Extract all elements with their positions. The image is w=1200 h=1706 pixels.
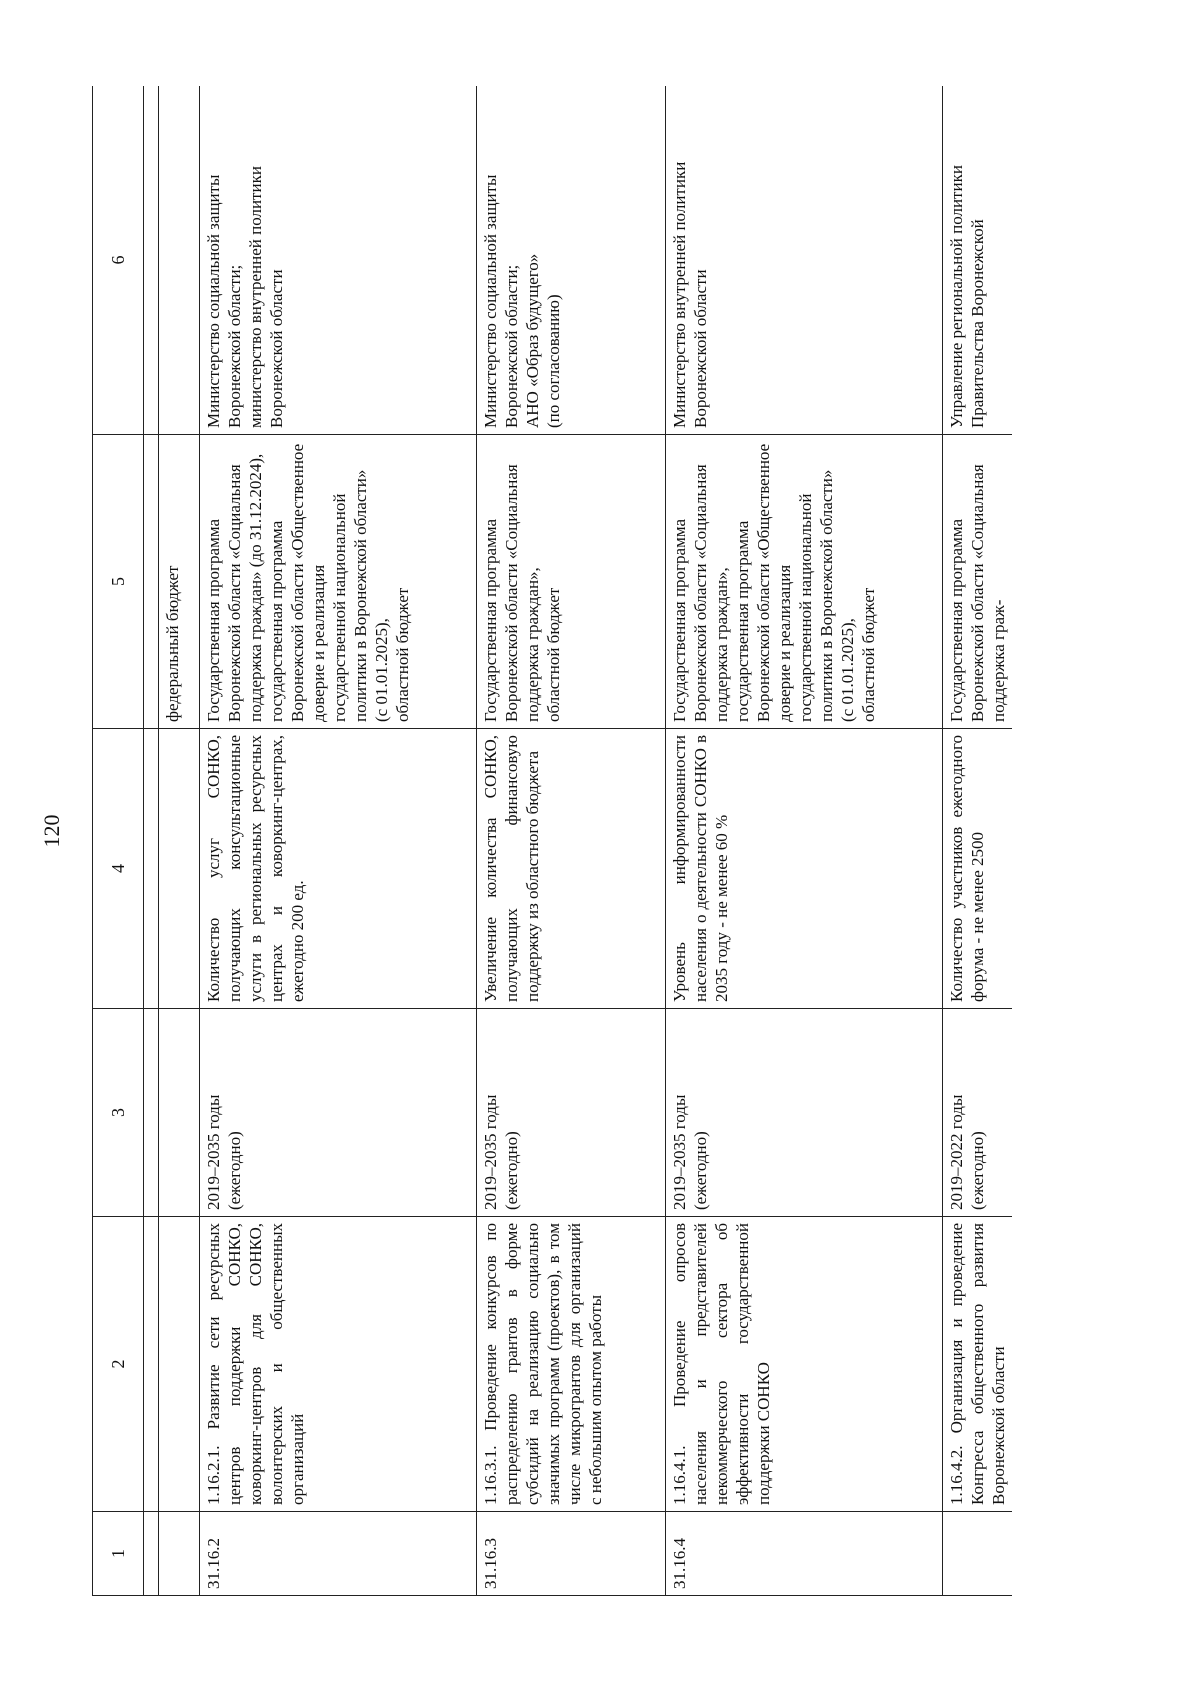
page-number: 120	[39, 814, 64, 848]
header-col-5: 5	[93, 435, 144, 729]
funding-cell: Государственная программа Воронежской области «Социальная поддержка граждан» (до 31.12.2024), государственная программа Воронежской области «Общественное доверие и реализация государственной национальной политики в Воронежской области» (с 01.01.2025), областной бюджет	[200, 435, 477, 729]
table-row	[943, 86, 1013, 1596]
carryover-funding-cell: федеральный бюджет	[159, 435, 200, 729]
table-row	[200, 86, 477, 1596]
period-cell: 2019–2022 годы (ежегодно)	[943, 1009, 1013, 1217]
measures-table	[92, 86, 1012, 1596]
period-cell: 2019–2035 годы (ежегодно)	[666, 1009, 943, 1217]
table-row	[477, 86, 666, 1596]
row-number: 31.16.4	[666, 1512, 943, 1596]
rotated-table-container	[92, 86, 1104, 1596]
row-number: 31.16.3	[477, 1512, 666, 1596]
carryover-row	[159, 86, 200, 1596]
rotated-page-area	[92, 86, 1104, 1596]
measure-cell: 1.16.2.1. Развитие сети ресурсных центров поддержки СОНКО, коворкинг-центров для СОНКО, волонтерских и общественных организаций	[200, 1217, 477, 1512]
responsible-cell: Министерство социальной защиты Воронежской области; АНО «Образ будущего» (по согласованию)	[477, 86, 666, 435]
responsible-cell: Управление региональной политики Правительства Воронежской	[943, 86, 1013, 435]
responsible-cell: Министерство социальной защиты Воронежской области; министерство внутренней политики Воронежской области	[200, 86, 477, 435]
header-col-3: 3	[93, 1009, 144, 1217]
header-col-1: 1	[93, 1512, 144, 1596]
header-col-2: 2	[93, 1217, 144, 1512]
period-cell: 2019–2035 годы (ежегодно)	[477, 1009, 666, 1217]
spacer-row	[144, 86, 159, 1596]
measure-cell: 1.16.4.1. Проведение опросов населения и представителей некоммерческого сектора об эффективности государственной поддержки СОНКО	[666, 1217, 943, 1512]
row-number: 31.16.2	[200, 1512, 477, 1596]
header-row	[93, 86, 144, 1596]
indicator-cell: Уровень информированности населения о деятельности СОНКО в 2035 году - не менее 60 %	[666, 729, 943, 1009]
funding-cell: Государственная программа Воронежской области «Социальная поддержка граждан», областной бюджет	[477, 435, 666, 729]
header-col-4: 4	[93, 729, 144, 1009]
measure-cell: 1.16.3.1. Проведение конкурсов по распределению грантов в форме субсидий на реализацию социально значимых программ (проектов), в том числе микрогрантов для организаций с небольшим опытом работы	[477, 1217, 666, 1512]
indicator-cell: Количество услуг СОНКО, получающих консультационные услуги в региональных ресурсных центрах и коворкинг-центрах, ежегодно 200 ед.	[200, 729, 477, 1009]
period-cell: 2019–2035 годы (ежегодно)	[200, 1009, 477, 1217]
row-number	[943, 1512, 1013, 1596]
funding-cell: Государственная программа Воронежской области «Социальная поддержка граждан», государственная программа Воронежской области «Общественное доверие и реализация государственной национальной политики в Воронежской области» (с 01.01.2025), областной бюджет	[666, 435, 943, 729]
funding-cell: Государственная программа Воронежской области «Социальная поддержка граж-	[943, 435, 1013, 729]
header-col-6: 6	[93, 86, 144, 435]
table-row	[666, 86, 943, 1596]
responsible-cell: Министерство внутренней политики Воронежской области	[666, 86, 943, 435]
indicator-cell: Увеличение количества СОНКО, получающих финансовую поддержку из областного бюджета	[477, 729, 666, 1009]
indicator-cell: Количество участников ежегодного форума - не менее 2500	[943, 729, 1013, 1009]
measure-cell: 1.16.4.2. Организация и проведение Конгресса общественного развития Воронежской области	[943, 1217, 1013, 1512]
